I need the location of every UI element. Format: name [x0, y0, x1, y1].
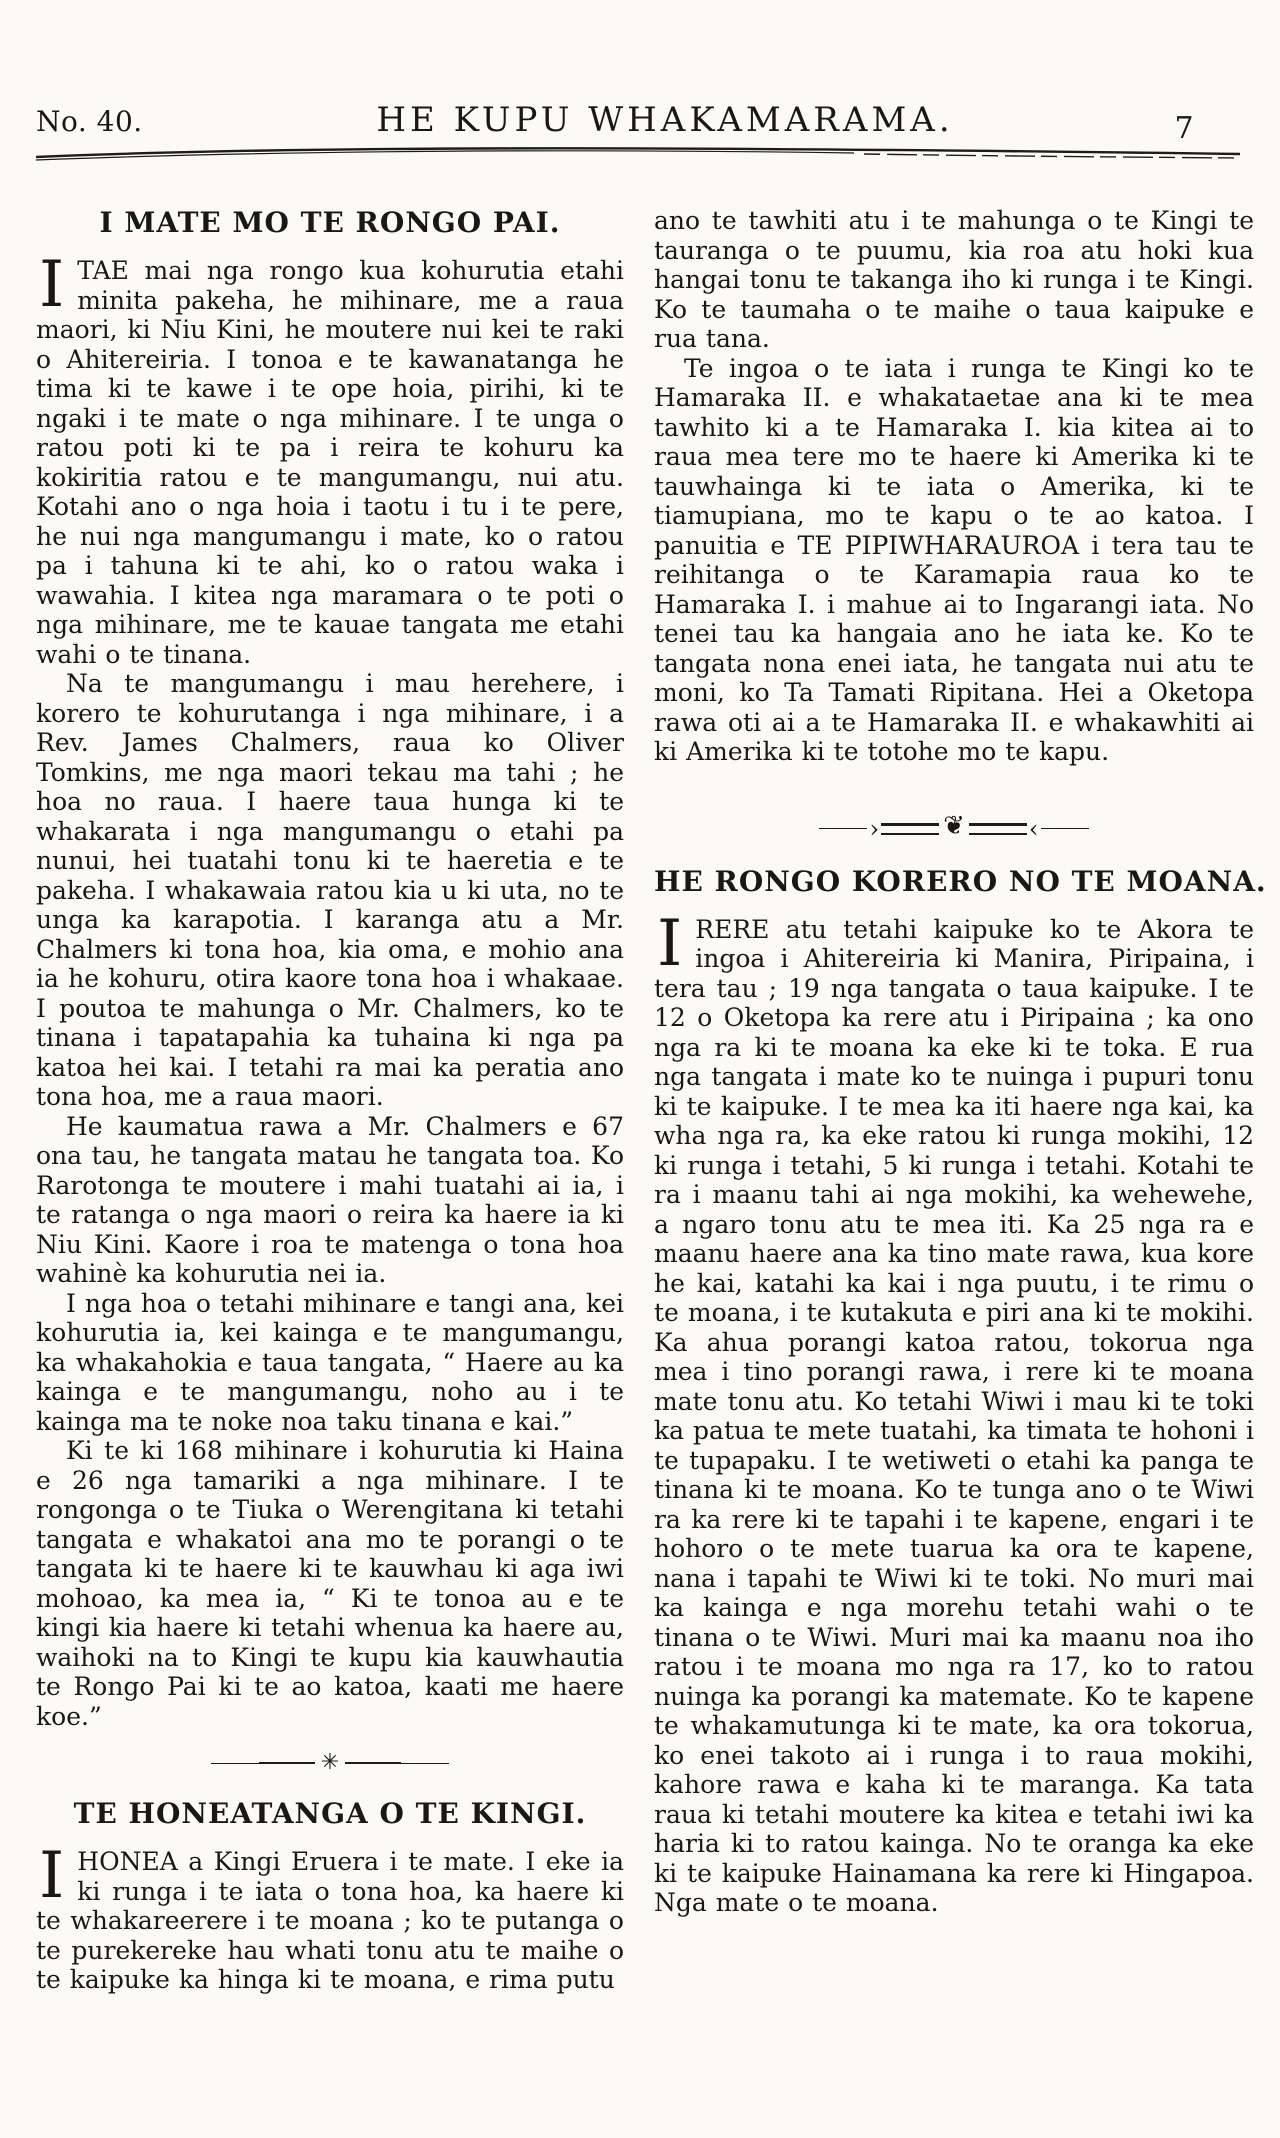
column-gutter — [624, 206, 654, 1995]
drop-cap: I — [657, 906, 683, 981]
issue-number: No. 40. — [36, 105, 143, 138]
divider-line — [819, 828, 867, 829]
right-column — [654, 206, 1267, 1995]
divider-line — [259, 1762, 315, 1764]
page-number: 7 — [1174, 111, 1194, 146]
divider-line — [345, 1762, 401, 1764]
paragraph — [36, 1839, 624, 1995]
article-heading-honeatanga: TE HONEATANGA O TE KINGI. — [73, 1797, 587, 1830]
page-header — [0, 100, 1280, 146]
paragraph — [36, 248, 624, 669]
section-divider — [36, 1750, 624, 1775]
paragraph: Na te mangumangu i mau herehere, i korero te kohurutanga i nga mihinare, i a Rev. James Chalmers, raua ko Oliver Tomkins, me nga maori tekau ma tahi ; he hoa no raua. I haere taua hunga ki te whakarata i nga mangumangu o etahi pa nunui, hei tuatahi tonu ki te haeretia e te pakeha. I whakawaia ratou kia u ki uta, no te unga ka karapotia. I karanga atu a Mr. Chalmers ki tona hoa, kia oma, e mohio ana ia he kohuru, otira kaore tona hoa i whakaae. I poutoa te mahunga o Mr. Chalmers, ko te tinana i tapatapahia ka tuhaina ki nga pa katoa hei kai. I tetahi ra mai ka peratia ano tona hoa, me a raua maori. — [36, 669, 624, 1111]
fleuron-ornament-icon: ❦ — [943, 810, 965, 841]
chevron-ornament-icon: › — [869, 814, 880, 843]
paragraph-text: RERE atu tetahi kaipuke ko te Akora te ingoa i Ahitereiria ki Manira, Piripaina, i tera tau ; 19 nga tangata o taua kaipuke. I te 12 o Oketopa ka rere atu i Piripaina ; ka ono nga ra ki te moana ka eke ki te toka. E rua nga tangata i mate ko te nuinga i pupuri tonu ki te kaipuke. I te mea ka iti haere nga kai, ka wha nga ra, ka eke ratou ki runga mokihi, 12 ki runga i tetahi, 5 ki runga i tetahi. Kotahi te ra i maanu tahi ai nga mokihi, ka wehewehe, a ngaro tonu atu te mea iti. Ka 25 nga ra e maanu haere ana ka tino mate rawa, kua kore he kai, katahi ka kai i nga puutu, i te rimu o te moana, i te kutakuta e piri ana ki te mokihi. Ka ahua porangi katoa ratou, tokorua nga mea i tino porangi rawa, i rere ki te moana mate tonu atu. Ko tetahi Wiwi i mau ki te toki ka patua te mete tuatahi, ka timata te hohoni i te tupapaku. I te wetiweti o etahi ka panga te tinana ki te moana. Ko te tunga ano o te Wiwi ra ka rere ki te tapahi i te kapene, engari i te hohoro o te mete tuarua ka ora te kapene, nana i tapahi te Wiwi ki te toki. No muri mai ka kainga e nga morehu tetahi wahi o te tinana o te Wiwi. Muri mai ka maanu noa iho ratou i te moana mo nga ra 17, ko to ratou nuinga ka porangi ka matemate. Ko te kapene te whakamutunga ki te mate, ka ora tokorua, ko enei takoto ai i runga i to raua mokihi, kahore rawa e kaha ki te maranga. Ka tata raua ki tetahi moutere ka kitea e tetahi iwi ka haria ki to ratou kainga. No te oranga ka eke ki te kaipuke Hainamana ka rere ki Hingapoa. Nga mate o te moana. — [654, 914, 1254, 1917]
article-heading-mate-rongo-pai: I MATE MO TE RONGO PAI. — [99, 206, 561, 239]
paragraph: I nga hoa o tetahi mihinare e tangi ana, kei kohurutia ia, kei kainga e te mangumangu, ka whakahokia e taua tangata, “ Haere au ka kainga e te mangumangu, noho au i te kainga ma te noke noa taku tinana e kai.” — [36, 1288, 624, 1436]
paragraph: Te ingoa o te iata i runga te Kingi ko te Hamaraka II. e whakataetae ana ki te mea tawhito ki a te Hamaraka I. kia kitea ai to raua mea tere mo te haere ki Amerika ki te tauwhainga ki te iata o Amerika, ki te tiamupiana, mo te kapu o te ao katoa. I panuitia e TE PIPIWHARAUROA i tera tau te reihitanga o te Karamapia raua ko te Hamaraka I. i mahue ai to Ingarangi iata. No tenei tau ka hangaia ano he iata ke. Ko te tangata nona enei iata, he tangata nui atu te moni, ko Ta Tamati Ripitana. Hei a Oketopa rawa oti ai a te Hamaraka II. e whakawhiti ai ki Amerika ki te totohe mo te kapu. — [654, 353, 1254, 766]
paragraph-text: TAE mai nga rongo kua kohurutia etahi minita pakeha, he mihinare, me a raua maori, ki Niu Kini, he moutere nui kei te raki o Ahitereiria. I tonoa e te kawanatanga he tima ki te kawe i te ope hoia, pirihi, ki te ngaki i te mate o nga mihinare. I te unga o ratou poti ki te pa i reira te kohuru ka kokiritia ratou e te mangumangu, nui atu. Kotahi ano o nga hoia i taotu i tu i te pere, he nui nga mangumangu i mate, ko o ratou pa i tahuna ki te ahi, ko o ratou waka i wawahia. I kitea nga maramara o te poti o nga mihinare, me te kauae tangata me etahi wahi o te tinana. — [36, 256, 624, 669]
chevron-ornament-icon: ‹ — [1028, 814, 1039, 843]
newspaper-page — [0, 100, 1280, 2138]
newspaper-title: HE KUPU WHAKAMARAMA. — [376, 100, 954, 140]
divider-double-line — [969, 823, 1027, 835]
page-body — [0, 206, 1280, 1995]
paragraph — [654, 906, 1254, 1918]
divider-line — [1041, 828, 1089, 829]
paragraph-text: HONEA a Kingi Eruera i te mate. I eke ia ki runga i te iata o tona hoa, ka haere ki te whakareerere i te moana ; ko te putanga o te purekereke hau whati tonu atu te maihe o te kaipuke ka hinga ki te moana, e rima putu — [36, 1847, 624, 1994]
divider-line — [211, 1763, 259, 1764]
paragraph: Ki te ki 168 mihinare i kohurutia ki Haina e 26 nga tamariki a nga mihinare. I te rongonga o te Tiuka o Werengitana ki tetahi tangata e whakatoi ana mo te porangi o te tangata ki te haere ki te kauwhau ki aga iwi mohoao, ka mea ia, “ Ki te tonoa au e te kingi kia haere ki tetahi whenua ka haere au, waihoki na to Kingi te kupu kia kauwhautia te Rongo Pai ki te ao katoa, kaati me haere koe.” — [36, 1436, 624, 1731]
left-column — [36, 206, 624, 1995]
header-rule — [0, 144, 1280, 166]
drop-cap: I — [39, 1839, 65, 1913]
divider-line — [401, 1763, 449, 1764]
divider-double-line — [881, 823, 939, 835]
star-ornament-icon: ✳ — [320, 1750, 340, 1775]
header-rule-line — [34, 144, 1242, 162]
paragraph: ano te tawhiti atu i te mahunga o te Kingi te tauranga o te puumu, kia roa atu hoki kua hangai tonu te takanga iho ki runga i te Kingi. Ko te taumaha o te maihe o taua kaipuke e rua tana. — [654, 206, 1254, 353]
drop-cap: I — [39, 248, 65, 322]
paragraph: He kaumatua rawa a Mr. Chalmers e 67 ona tau, he tangata matau he tangata toa. Ko Rarotonga te moutere i mahi tuatahi ai ia, i te ratanga o nga maori o reira ka haere ia ki Niu Kini. Kaore i roa te matenga o tona hoa wahinè ka kohurutia nei ia. — [36, 1111, 624, 1288]
section-divider — [654, 810, 1254, 843]
article-heading-rongo-moana: HE RONGO KORERO NO TE MOANA. — [654, 864, 1267, 898]
